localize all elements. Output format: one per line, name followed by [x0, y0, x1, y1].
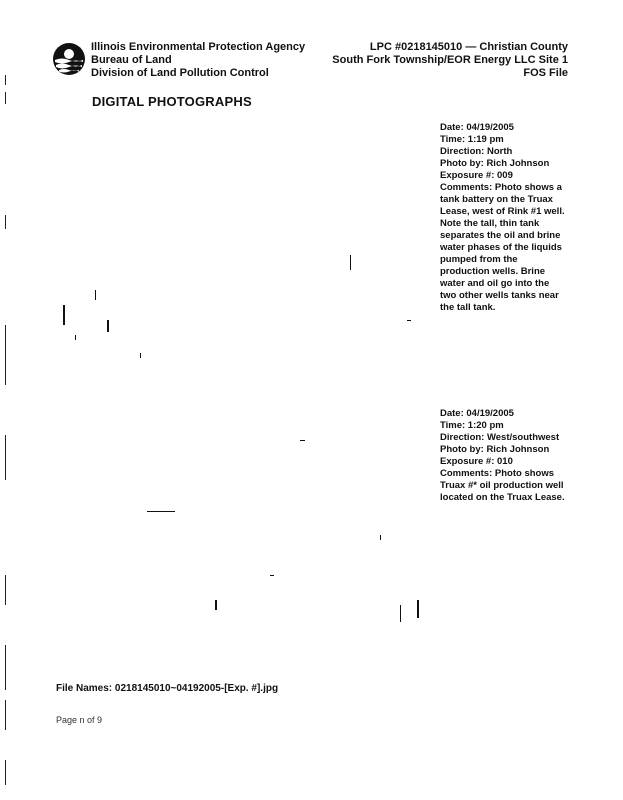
- illinois-epa-logo-icon: [52, 42, 86, 76]
- photo-direction: Direction: West/southwest: [440, 432, 560, 443]
- photo-author: Photo by: Rich Johnson: [440, 158, 550, 169]
- photo-comments: Comments: Photo shows Truax #* oil production well located on the Truax Lease.: [440, 468, 565, 503]
- agency-info: [91, 41, 305, 80]
- photo-1-caption: [440, 122, 565, 314]
- photo-speck: [270, 575, 274, 576]
- scan-mark: [5, 700, 6, 730]
- photo-comments: Comments: Photo shows a tank battery on the Truax Lease, west of Rink #1 well. Note the tall, thin tank separates the oil and brine water phases of the liquids pumped from the production wells. Brine water and oil go into the two other wells tanks near the tall tank.: [440, 182, 565, 313]
- page-title: DIGITAL PHOTOGRAPHS: [92, 94, 252, 109]
- agency-bureau: Bureau of Land: [91, 54, 172, 66]
- site-file: FOS File: [523, 67, 568, 79]
- photo-2-image: [55, 400, 430, 640]
- photo-speck: [417, 600, 419, 618]
- scan-mark: [5, 325, 6, 385]
- photo-speck: [300, 440, 305, 441]
- photo-speck: [63, 305, 65, 325]
- photo-time: Time: 1:20 pm: [440, 420, 504, 431]
- scan-mark: [5, 75, 6, 85]
- site-info: [332, 41, 568, 80]
- page-number: Page n of 9: [56, 715, 103, 725]
- file-names: File Names: 0218145010~04192005-[Exp. #].jpg: [56, 683, 279, 694]
- photo-date: Date: 04/19/2005: [440, 122, 514, 133]
- photo-speck: [147, 511, 175, 512]
- scan-mark: [5, 645, 6, 690]
- photo-exposure: Exposure #: 010: [440, 456, 513, 467]
- photo-speck: [400, 605, 401, 622]
- photo-speck: [95, 290, 96, 300]
- photo-speck: [407, 320, 411, 321]
- scan-mark: [5, 760, 6, 785]
- photo-1-image: [55, 115, 430, 395]
- photo-date: Date: 04/19/2005: [440, 408, 514, 419]
- photo-author: Photo by: Rich Johnson: [440, 444, 550, 455]
- scan-mark: [5, 435, 6, 480]
- photo-speck: [215, 600, 217, 610]
- site-id: LPC #0218145010 — Christian County: [369, 41, 568, 53]
- photo-speck: [350, 255, 351, 270]
- scan-mark: [5, 215, 6, 229]
- photo-2-caption: [440, 408, 565, 504]
- photo-speck: [140, 353, 141, 358]
- photo-speck: [75, 335, 76, 340]
- site-name: South Fork Township/EOR Energy LLC Site 1: [332, 54, 568, 66]
- agency-division: Division of Land Pollution Control: [91, 67, 269, 79]
- photo-exposure: Exposure #: 009: [440, 170, 513, 181]
- photo-time: Time: 1:19 pm: [440, 134, 504, 145]
- photo-direction: Direction: North: [440, 146, 513, 157]
- scan-mark: [5, 92, 6, 104]
- photo-speck: [380, 535, 381, 540]
- scan-mark: [5, 575, 6, 605]
- agency-name: Illinois Environmental Protection Agency: [91, 41, 306, 53]
- photo-speck: [107, 320, 109, 332]
